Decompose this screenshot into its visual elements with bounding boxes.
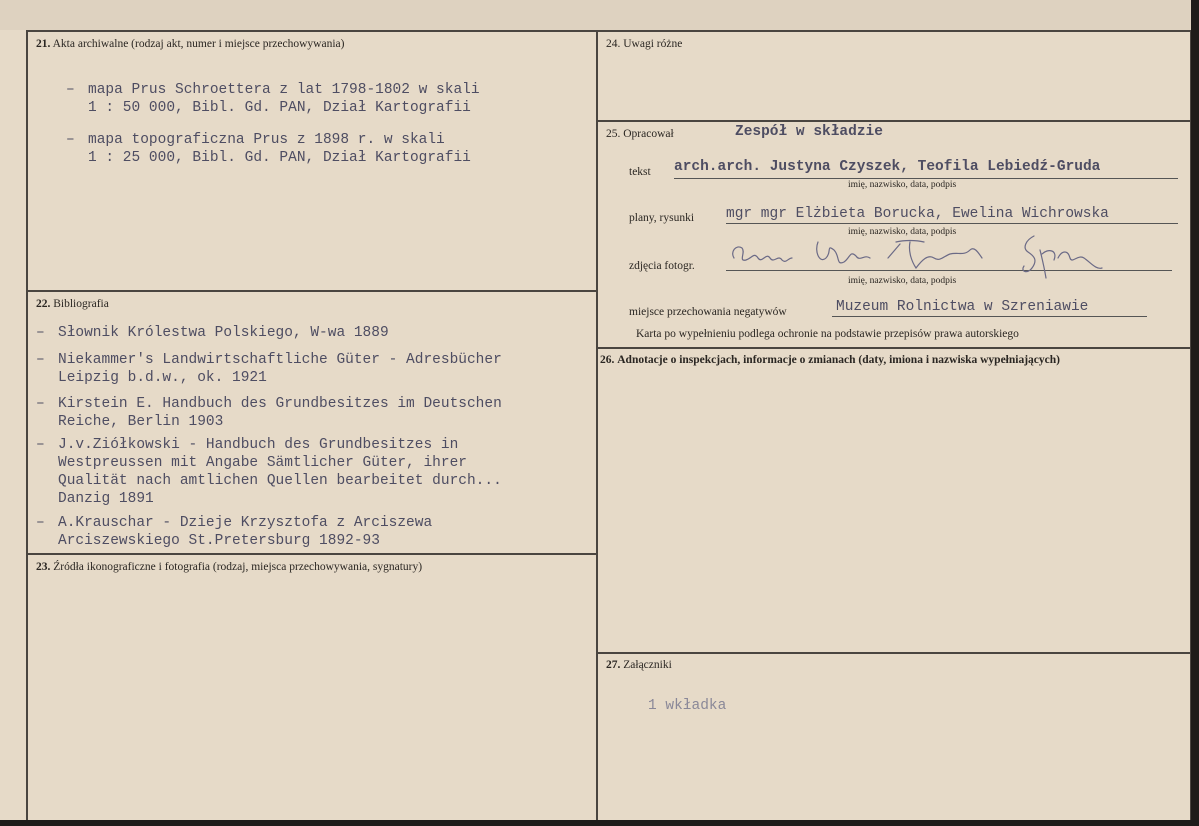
miejsce-label: miejsce przechowania negatywów (629, 306, 787, 318)
section-24-label (606, 38, 682, 50)
plany-label: plany, rysunki (629, 212, 695, 224)
bib-5-line2: Arciszewskiego St.Pretersburg 1892-93 (58, 533, 380, 549)
bib-1-line1: Słownik Królestwa Polskiego, W-wa 1889 (58, 325, 389, 341)
section-23-title: Źródła ikonograficzne i fotografia (rodzaj, miejsca przechowywania, sygnatury) (53, 561, 423, 573)
bib-5-dash: – (36, 515, 45, 531)
section-27-label (606, 659, 672, 671)
section-24-title: Uwagi różne (623, 38, 683, 50)
section-26-label (600, 354, 1060, 366)
bib-2-line1: Niekammer's Landwirtschaftliche Güter - Adresbücher (58, 352, 502, 368)
plany-underline (726, 223, 1178, 224)
zdjecia-label: zdjęcia fotogr. (629, 260, 695, 272)
archive-entry-1-line2: 1 : 50 000, Bibl. Gd. PAN, Dział Kartografii (88, 100, 471, 116)
tekst-value: arch.arch. Justyna Czyszek, Teofila Lebiedź-Gruda (674, 159, 1101, 175)
tekst-underline (674, 178, 1178, 179)
section-22-number: 22. (36, 298, 51, 310)
section-21-title: Akta archiwalne (rodzaj akt, numer i miejsce przechowywania) (52, 38, 345, 50)
copyright-note: Karta po wypełnieniu podlega ochronie na podstawie przepisów prawa autorskiego (636, 328, 1019, 340)
miejsce-value: Muzeum Rolnictwa w Szreniawie (836, 299, 1089, 315)
section-22-title: Bibliografia (53, 298, 109, 310)
bib-2-dash: – (36, 352, 45, 368)
section-26-title: Adnotacje o inspekcjach, informacje o zmianach (daty, imiona i nazwiska wypełniających) (617, 354, 1060, 366)
divider-22-23 (26, 553, 597, 555)
divider-21-22 (26, 290, 597, 292)
section-27-number: 27. (606, 659, 621, 671)
bib-3-dash: – (36, 396, 45, 412)
team-label: Zespół w składzie (735, 124, 883, 140)
divider-26-27 (596, 652, 1192, 654)
bib-2-line2: Leipzig b.d.w., ok. 1921 (58, 370, 267, 386)
section-23-label (36, 561, 422, 573)
section-25-label (606, 128, 674, 140)
archive-entry-2-line2: 1 : 25 000, Bibl. Gd. PAN, Dział Kartografii (88, 150, 471, 166)
bib-4-line1: J.v.Ziółkowski - Handbuch des Grundbesitzes in (58, 437, 459, 453)
bib-4-line2: Westpreussen mit Angabe Sämtlicher Güter, ihrer (58, 455, 467, 471)
bib-3-line2: Reiche, Berlin 1903 (58, 414, 224, 430)
bib-4-line4: Danzig 1891 (58, 491, 154, 507)
frame-mid-line (596, 30, 598, 820)
scan-edge-bottom (0, 820, 1199, 826)
bib-5-line1: A.Krauschar - Dzieje Krzysztofa z Arciszewa (58, 515, 433, 531)
divider-25-26 (596, 347, 1192, 349)
section-25-number: 25. (606, 128, 621, 140)
section-25-title: Opracował (623, 128, 674, 140)
section-22-label (36, 298, 109, 310)
section-24-number: 24. (606, 38, 621, 50)
frame-left-line (26, 30, 28, 820)
bib-3-line1: Kirstein E. Handbuch des Grundbesitzes im Deutschen (58, 396, 502, 412)
archive-entry-2-line1: mapa topograficzna Prus z 1898 r. w skali (88, 132, 445, 148)
miejsce-underline (832, 316, 1147, 317)
plany-value: mgr mgr Elżbieta Borucka, Ewelina Wichrowska (726, 206, 1109, 222)
section-26-number: 26. (600, 354, 615, 366)
zdjecia-caption: imię, nazwisko, data, podpis (848, 276, 957, 286)
top-band (0, 0, 1199, 30)
frame-top-line (26, 30, 1192, 32)
bib-1-dash: – (36, 325, 45, 341)
scan-edge-right (1191, 0, 1199, 826)
attachments-value: 1 wkładka (648, 698, 727, 714)
section-23-number: 23. (36, 561, 51, 573)
section-27-title: Załączniki (623, 659, 672, 671)
archive-entry-1-dash: – (66, 82, 75, 98)
bib-4-line3: Qualität nach amtlichen Quellen bearbeitet durch... (58, 473, 502, 489)
archive-entry-1-line1: mapa Prus Schroettera z lat 1798-1802 w skali (88, 82, 480, 98)
tekst-caption: imię, nazwisko, data, podpis (848, 180, 957, 190)
section-21-label (36, 38, 344, 50)
bib-4-dash: – (36, 437, 45, 453)
archive-entry-2-dash: – (66, 132, 75, 148)
tekst-label: tekst (629, 166, 651, 178)
divider-24-25 (596, 120, 1192, 122)
section-21-number: 21. (36, 38, 51, 50)
plany-caption: imię, nazwisko, data, podpis (848, 227, 957, 237)
